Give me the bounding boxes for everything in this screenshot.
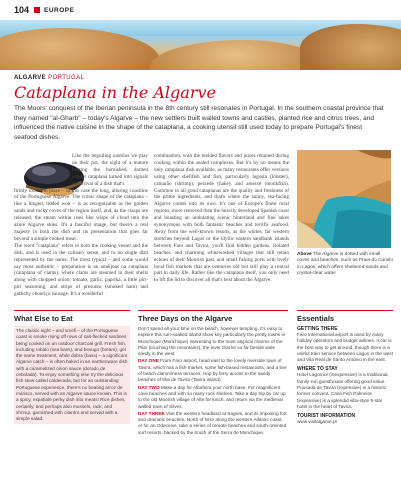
day-text: Make a day for Albufeira your north base. For magnificent cave beaches and with so many rock shelves. Take a day trip by car up to the old Moorish village of Alte for lunch, and return via the medieval walled town of Silves.: [138, 384, 286, 409]
day-label: DAY ONE: [138, 358, 159, 364]
box-heading: Essentials: [297, 314, 335, 323]
body-column-1: [14, 153, 148, 298]
box-heading: What Else to Eat: [14, 314, 73, 323]
what-else-to-eat-box: [14, 314, 130, 425]
article-intro: The Moors' conquest of the Iberian peninsula in the 8th century still resonates in Portugal. In the southern coastal province that they named "al-Gharb" – today's Algarve – the new settlers built walled towns and castles, planted rice and citrus trees, and influenced the native cuisine in the shape of the cataplana, a cooking utensil still used today to prepare Portugal's finest seafood dishes.: [14, 105, 384, 141]
subheading: GETTING THERE: [297, 326, 338, 332]
box-heading: Three Days on the Algarve: [138, 314, 233, 323]
box-body: The classic sight – and smell – of the Portuguese coast is smoke rising off rows of salt-flecked sardines being cooked on an outdoor charcoal grill. Fresh fish, including robalo (sea bass), and besugo (bream), get the same treatment, while dobra (bass) – a significant Algarve catch – is often baked in an earthenware dish with a caramelized onion sauce (dorado de cebolada). To enjoy something else try the delicious fish stew called caldeirada, but for an outstanding Portuguese experience, there's no beating arroz de marisco, served with an Algarve sauce known. This is a spicy, expatiate perky dish into meats! Rice dishes, certainly, and perhaps also mussels, rack, and shrimp, garnished with cilantro and served with a simple salad.: [14, 326, 130, 424]
section-marker: [34, 7, 40, 13]
tourist-info-link[interactable]: www.visitalgarve.pt: [297, 419, 337, 425]
where-to-stay-text: Hotel Lagorrior (inexpensive) is a traditional, family-run guesthouse offering good value. Pousada de Tavira (expensive) in a historic former convent. Casa Fish Palmeira (expensive) is a splendid villa-style 5-star hotel in the heart of Tavira.: [297, 372, 389, 409]
page-number: 104: [14, 5, 30, 15]
body-paragraph: The word "cataplana" refers to both the cooking vessel and the dish, and is used in the culinary sense, and to no single dish represented by the name. The most typical – and some would say most authentic – preparation is an améijoas na cataplana (cataplana of clams), where clams are steamed in their shells along with chopped onion, tomato, garlic, paprika, a little piri-piri seasoning, and strips of presunto (smoked ham) and gutlichy chouriço sausage. It's a wonderful: [14, 242, 148, 298]
beach-cove-photo: [297, 150, 391, 248]
day-one: [138, 358, 288, 383]
divider: [297, 310, 393, 311]
day-text: Visit the western headland at Sagres, and its imposing fort and dramatic beaches. North of here along the western Atlantic coast, or for an Odeceixe, take a series of remote beaches and south-oriented surf resorts, backed by the brush of the Serra de Monchique.: [138, 410, 287, 435]
day-label: DAY TWO: [138, 384, 160, 390]
divider: [138, 310, 288, 311]
body-column-2: [154, 153, 289, 284]
page-header: [0, 0, 401, 20]
body-paragraph: combination, with the melded flavors and juices retained during cooking within the sealed complexes. But it's by no means the only cataplana dish available, as many restaurants offer versions using other shellfish and fish, particularly lagosta (lobster), camarão (shrimp), peixede (hake), and ameixe (monkfish). Common to all good cataplanas are the quality and freshness of the prime ingredients, and that's where the sunny, sea-facing Algarve comes into its own. It's one of Europe's finest rural regions, more removed than the heavily developed Spanish coast and boasting an undulating scenic hinterland and fine lakes synonymous with both fantastic beaches and terrific seafood. Away from the well-known resorts, as the whites, far western stretches beyond Lagos or the idyllic eastern sandbank islands between Faro and Tavira, you'll find hidden gardens, isolated beaches, and charming whitewashed villages that still retain echoes of their Moorish past, and small fishing ports with lively local fish markets that are centuries old but still play a central part in daily life. Rather like the cataplana itself, you only need to lift the lid to discover all that's best about the Algarve.: [154, 153, 289, 284]
kicker-region: ALGARVE: [14, 75, 47, 81]
divider: [14, 310, 130, 311]
day-three: [138, 411, 288, 436]
getting-there-text: Faro International airport is used by many holiday operators and budget airlines. A car is the best way to get around, though there is a useful train service between Lagos in the west and Vila Real de Santo António in the east.: [297, 332, 393, 363]
caption-text: The Algarve is dotted with small coves and beaches, such as Praia do Camilo in Lagos, which offers sheltered sands and crystal-clear water: [297, 252, 393, 277]
section-name: EUROPE: [44, 6, 75, 14]
three-days-box: [138, 314, 288, 437]
box-intro: Don't spend all your time on the beach, however tempting. It's easy to explore this sun-soaked island show key particularly the pretty towns in Monchique (Monchique) interesting to the most atypical charms of the Pilar (touching the mountains), the lover that lie so far beside wide sandy in the west.: [138, 326, 286, 357]
body-paragraph: firmly rooted in place – in this case the long, alluring coastline of the Portuguese Algarve. The iconic shape of the cataplana – like a hinged, lidded wok – is as recognizable as the golden sands and rocky coves of the region itself, and, as the clasps are released, the steam within rises like wisps of cloud into the azure Algarve skies. It's a fanciful image, but there's a real majesty in both the dish and its presentation that goes far beyond a simple cooked meal.: [14, 187, 148, 242]
hero-photo-coastline: [0, 20, 401, 70]
day-text: From Faro airport, head east to the lovely riverside town of Tavira, which has a fish market, some fish-based restaurants, and a line of beach clamminess terraces. Hop by ferry across to the sandy beaches of Ilha de Tavira (Tavira island).: [138, 358, 287, 383]
caption-label: Above: [297, 252, 312, 257]
article-kicker: [14, 75, 84, 81]
body-paragraph: Like the beguiling nautilus we play on their pot, the sight of a mature heating the burnished, domed copper cataplana turned into signals the arrival of a dish that's: [72, 153, 148, 187]
subheading: TOURIST INFORMATION: [297, 413, 356, 420]
day-label: DAY THREE: [138, 410, 165, 416]
day-two: [138, 385, 288, 410]
article-title: Cataplana in the Algarve: [14, 83, 216, 102]
kicker-country: PORTUGAL: [48, 75, 85, 81]
essentials-box: [297, 314, 393, 427]
subheading: WHERE TO STAY: [297, 366, 338, 373]
photo-caption: [297, 252, 393, 278]
